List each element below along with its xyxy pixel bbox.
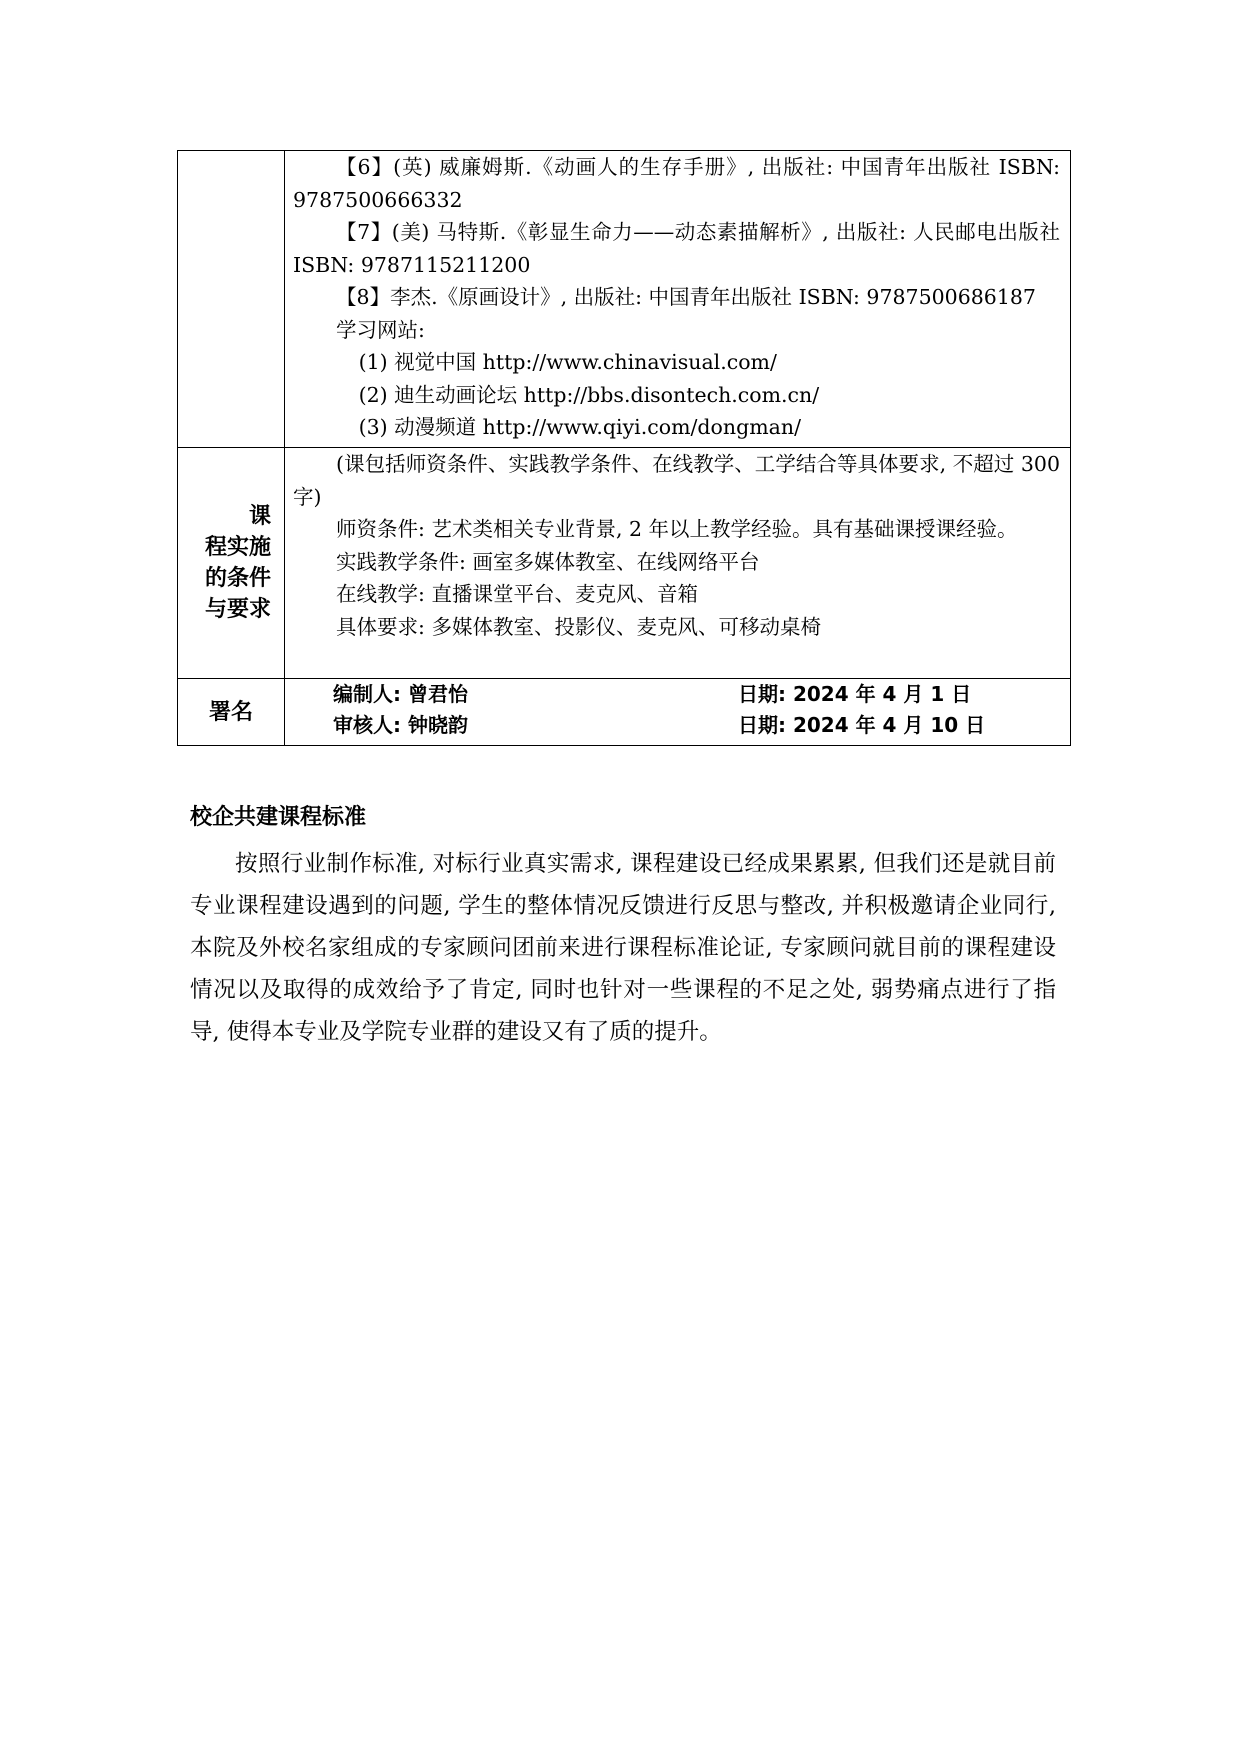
website-item: (1) 视觉中国 http://www.chinavisual.com/ [358,350,777,374]
conditions-label-line: 课 [248,504,271,529]
section-body: 按照行业制作标准, 对标行业真实需求, 课程建设已经成果累累, 但我们还是就目前专业课程建设遇到的问题, 学生的整体情况反馈进行反思与整改, 并积极邀请企业同行, 本院及外校名家组成的专家顾问团前来进行课程标准论证, 专家顾问就目前的课程建设情况以及取得的成效给予了肯定, 同时也针对一些课程的不足之处, 弱势痛点进行了指导, 使得本专业及学院专业群的建设又有了质的提升。 [190,851,1056,1045]
conditions-row [178,448,1071,679]
website-item: (3) 动漫频道 http://www.qiyi.com/dongman/ [358,415,801,439]
teacher-conditions: 师资条件: 艺术类相关专业背景, 2 年以上教学经验。具有基础课授课经验。 [336,517,1018,541]
reference-item: 【8】李杰.《原画设计》, 出版社: 中国青年出版社 ISBN: 9787500686187 [336,285,1036,309]
reference-item: 【7】(美) 马特斯.《彰显生命力——动态素描解析》, 出版社: 人民邮电出版社 ISBN: 9787115211200 [293,220,1060,277]
reviewer-line [293,710,1060,741]
references-row [178,151,1071,448]
references-content-cell [285,151,1071,448]
websites-label: 学习网站: [336,317,425,342]
section-title: 校企共建课程标准 [190,805,367,830]
references-label-cell [178,151,285,448]
conditions-label-line: 程实施 [204,535,271,560]
reference-item: 【6】(英) 威廉姆斯.《动画人的生存手册》, 出版社: 中国青年出版社 ISBN: 9787500666332 [293,155,1060,212]
specific-requirements: 具体要求: 多媒体教室、投影仪、麦克风、可移动桌椅 [336,614,821,639]
reviewer-date: 日期: 2024 年 4 月 10 日 [738,713,986,737]
signature-label: 署名 [178,679,285,746]
conditions-label-cell [178,448,285,679]
practice-conditions: 实践教学条件: 画室多媒体教室、在线网络平台 [336,549,760,574]
signature-content-cell [285,679,1071,746]
signature-row [178,679,1071,746]
compiler-line [293,679,1060,710]
compiler-date: 日期: 2024 年 4 月 1 日 [738,682,972,706]
compiler-name: 编制人: 曾君怡 [333,682,468,706]
reviewer-name: 审核人: 钟晓韵 [333,713,468,737]
conditions-label [191,501,271,625]
conditions-content-cell [285,448,1071,679]
website-item: (2) 迪生动画论坛 http://bbs.disontech.com.cn/ [358,382,820,407]
conditions-label-line: 的条件 [204,566,271,591]
online-teaching: 在线教学: 直播课堂平台、麦克风、音箱 [336,582,698,606]
conditions-intro: (课包括师资条件、实践教学条件、在线教学、工学结合等具体要求, 不超过 300 字) [293,452,1060,509]
conditions-label-line: 与要求 [204,597,271,622]
course-standard-table [177,150,1071,746]
